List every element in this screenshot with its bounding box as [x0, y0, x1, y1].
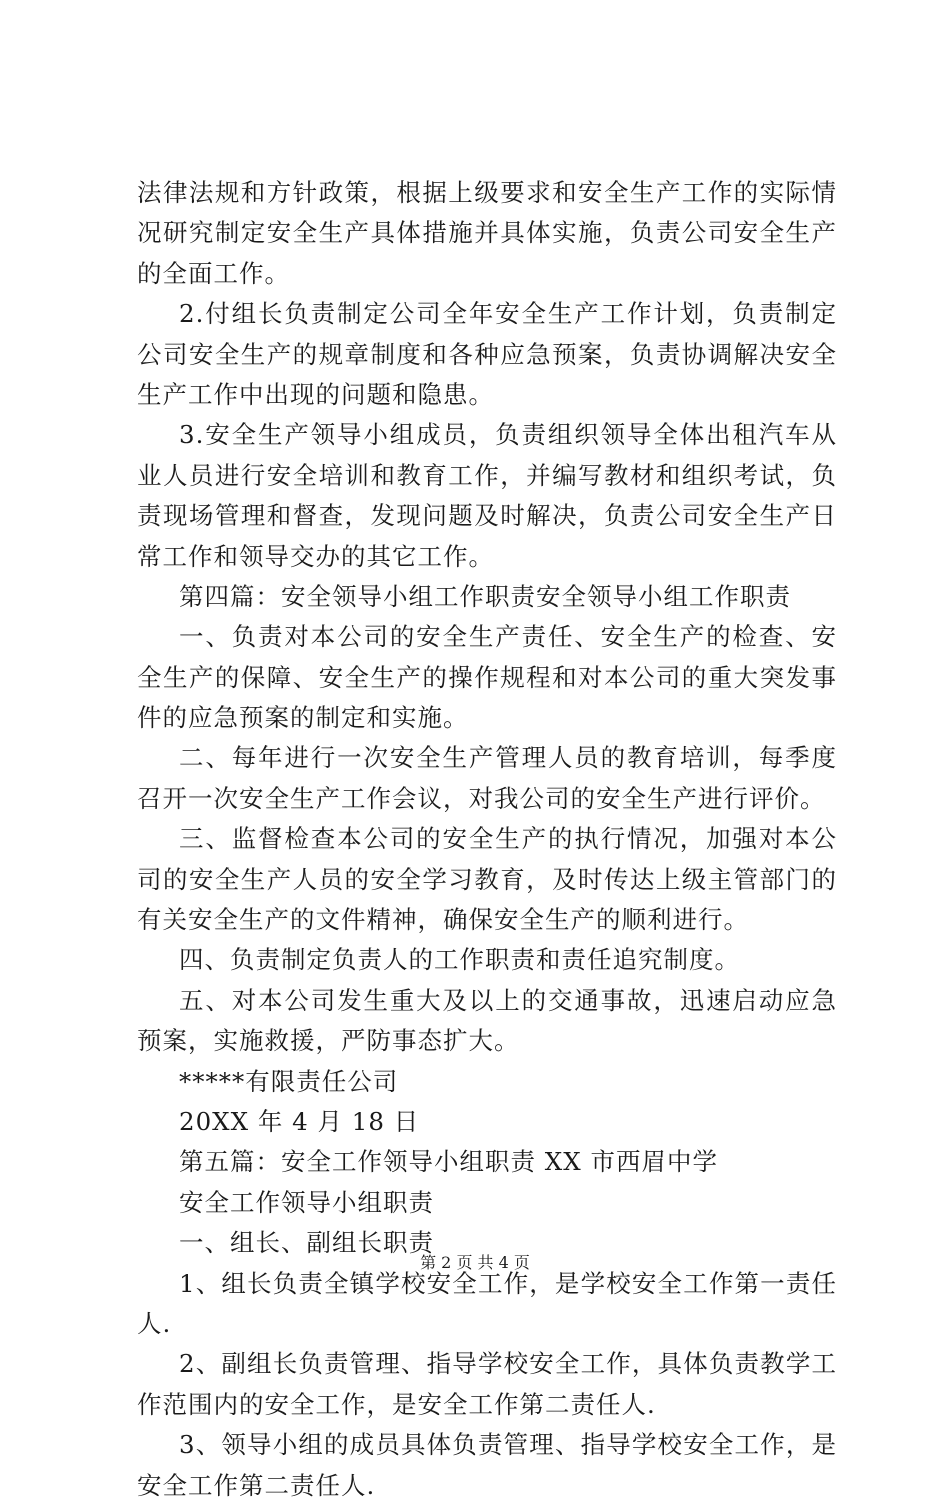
text-line: 人.	[137, 1308, 172, 1338]
text-line: 四、负责制定负责人的工作职责和责任追究制度。	[179, 945, 740, 975]
text-line: 3、领导小组的成员具体负责管理、指导学校安全工作，是	[179, 1430, 837, 1460]
document-body	[137, 173, 837, 1506]
text-line: 二、每年进行一次安全生产管理人员的教育培训，每季度	[179, 743, 837, 773]
text-line: 预案，实施救援，严防事态扩大。	[137, 1026, 520, 1056]
text-line: 第四篇：安全领导小组工作职责安全领导小组工作职责	[179, 581, 791, 611]
text-line: 司的安全生产人员的安全学习教育，及时传达上级主管部门的	[137, 864, 837, 894]
text-line: 责现场管理和督查，发现问题及时解决，负责公司安全生产日	[137, 501, 837, 531]
text-line: 件的应急预案的制定和实施。	[137, 703, 469, 733]
text-line: 召开一次安全生产工作会议，对我公司的安全生产进行评价。	[137, 783, 826, 813]
page-footer: 第 2 页 共 4 页	[420, 1253, 530, 1272]
text-line: 20XX 年 4 月 18 日	[179, 1106, 420, 1136]
text-line: *****有限责任公司	[179, 1066, 399, 1096]
text-line: 常工作和领导交办的其它工作。	[137, 541, 494, 571]
text-line: 三、监督检查本公司的安全生产的执行情况，加强对本公	[179, 824, 837, 854]
text-line: 安全工作第二责任人.	[137, 1470, 376, 1500]
text-line: 安全工作领导小组职责	[179, 1187, 434, 1217]
text-line: 第五篇：安全工作领导小组职责 XX 市西眉中学	[179, 1147, 718, 1177]
text-line: 一、负责对本公司的安全生产责任、安全生产的检查、安	[179, 622, 837, 652]
text-line: 公司安全生产的规章制度和各种应急预案，负责协调解决安全	[137, 339, 837, 369]
text-line: 有关安全生产的文件精神，确保安全生产的顺利进行。	[137, 905, 749, 935]
text-line: 2.付组长负责制定公司全年安全生产工作计划，负责制定	[179, 299, 837, 329]
text-line: 2、副组长负责管理、指导学校安全工作，具体负责教学工	[179, 1349, 837, 1379]
text-line: 况研究制定安全生产具体措施并具体实施，负责公司安全生产	[137, 218, 837, 248]
text-line: 3.安全生产领导小组成员，负责组织领导全体出租汽车从	[179, 420, 837, 450]
text-line: 五、对本公司发生重大及以上的交通事故，迅速启动应急	[179, 985, 837, 1015]
text-line: 作范围内的安全工作，是安全工作第二责任人.	[137, 1389, 656, 1419]
text-line: 生产工作中出现的问题和隐患。	[137, 379, 494, 409]
text-line: 业人员进行安全培训和教育工作，并编写教材和组织考试，负	[137, 460, 837, 490]
text-line: 1、组长负责全镇学校安全工作，是学校安全工作第一责任	[179, 1268, 837, 1298]
text-line: 全生产的保障、安全生产的操作规程和对本公司的重大突发事	[137, 662, 837, 692]
text-line: 法律法规和方针政策，根据上级要求和安全生产工作的实际情	[137, 178, 837, 207]
text-line: 的全面工作。	[137, 258, 290, 288]
text-line: 一、组长、副组长职责	[179, 1228, 434, 1258]
